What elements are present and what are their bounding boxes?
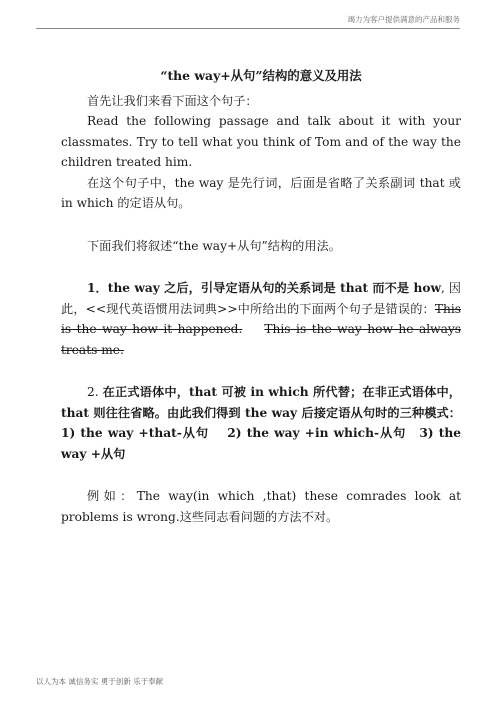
point2-number: 2. — [87, 385, 103, 399]
explanation-paragraph: 在这个句子中，the way 是先行词，后面是省略了关系副词 that 或 in which 的定语从句。 — [61, 175, 461, 210]
example-sentence-paragraph: Read the following passage and talk about it with your classmates. Try to tell what you think of Tom and of the way the children treated him. — [61, 114, 461, 169]
example-label: 例如： — [87, 489, 137, 503]
wrong-example-2: This is the way how he always treats me. — [61, 322, 461, 357]
footer-slogan: 以人为本 诚信务实 勇于创新 乐于奉献 — [36, 677, 164, 686]
document-body — [61, 66, 461, 527]
example-paragraph — [61, 486, 461, 527]
header-divider — [36, 28, 460, 29]
wrong-example-1: This is the way how it happened. — [61, 301, 461, 336]
paragraph-gap — [61, 256, 461, 278]
example-sentence: The way(in which ,that) these comrades look at problems is wrong. — [61, 489, 462, 524]
paragraph-gap — [61, 464, 461, 486]
intro-paragraph: 首先让我们来看下面这个句子： — [87, 93, 258, 108]
header-slogan: 竭力为客户提供满意的产品和服务 — [347, 15, 460, 24]
point1-heading: 1．the way 之后，引导定语从句的关系词是 that 而不是 how — [87, 281, 441, 295]
transition-paragraph: 下面我们将叙述“the way+从句”结构的用法。 — [87, 238, 341, 253]
paragraph-gap — [61, 360, 461, 382]
point2-body: 在正式语体中，that 可被 in which 所代替；在非正式语体中，that 则往往省略。由此我们得到 the way 后接定语从句时的三种模式：1) the way +that-从句 2) the way +in which-从句 3) the way +从句 — [61, 385, 461, 461]
point1-body: , 因此，<<现代英语惯用法词典>>中所给出的下面两个句子是错误的： — [61, 281, 461, 316]
point1-paragraph — [61, 278, 461, 360]
paragraph-gap — [61, 214, 461, 236]
example-translation: 这些同志看问题的方法不对。 — [179, 509, 339, 524]
document-title: “the way+从句”结构的意义及用法 — [160, 68, 362, 83]
point2-paragraph — [61, 382, 461, 464]
